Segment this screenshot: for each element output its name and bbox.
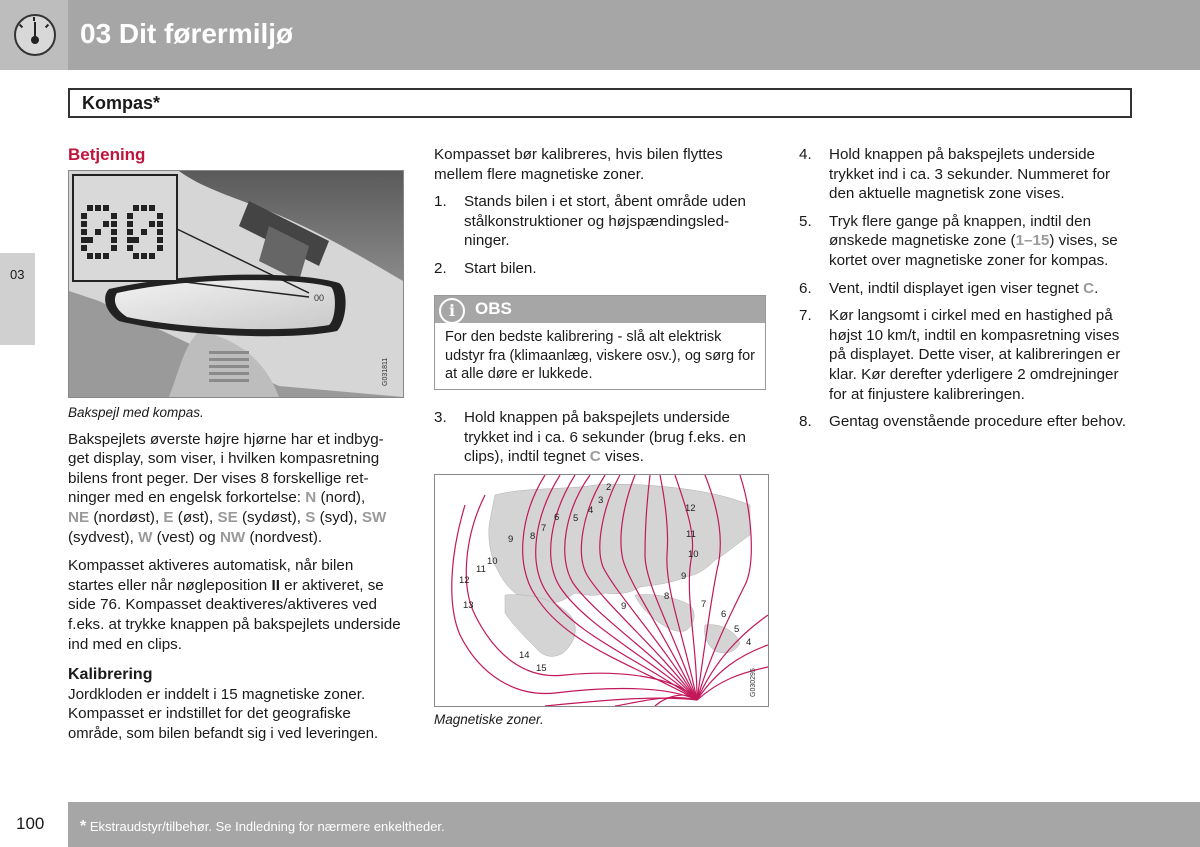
map-caption: Magnetiske zoner. — [434, 712, 544, 727]
magnetic-zones-map — [434, 474, 769, 707]
zone-label: 13 — [463, 600, 474, 611]
step-number: 4. — [799, 146, 812, 163]
mirror-display-text: 00 — [314, 293, 325, 303]
obs-title: OBS — [475, 299, 512, 318]
direction-abbr: NW — [219, 528, 246, 546]
step-text: Hold knappen på bakspejlets underside trykket ind i ca. 3 sekunder. Nummeret for den aktuelle magnetisk zone vises. — [829, 146, 1111, 203]
step-text: vises. — [605, 448, 644, 466]
speedometer-icon — [14, 14, 56, 56]
column-2-step3 — [434, 408, 769, 467]
paragraph-calibration — [68, 685, 403, 745]
direction-desc: (sydøst), — [241, 508, 302, 526]
step-text: ) vises, se kortet over magnetiske zoner for kompas. — [829, 232, 1118, 269]
direction-desc: (sydvest), — [68, 528, 134, 546]
step-text: Start bilen. — [464, 259, 537, 277]
heading-betjening: Betjening — [68, 145, 146, 164]
column-1 — [68, 145, 403, 165]
compass-symbol-c: C — [589, 448, 601, 466]
step-8 — [799, 412, 1134, 432]
zone-label: 9 — [681, 571, 687, 582]
zone-label: 11 — [476, 564, 486, 575]
obs-note — [434, 295, 766, 390]
paragraph-display — [68, 430, 403, 548]
footnote-text: Ekstraudstyr/tilbehør. Se Indledning for nærmere enkeltheder. — [89, 819, 445, 834]
text-line: Jordkloden er inddelt i 15 magnetiske zoner. — [68, 685, 366, 703]
step-text: Tryk flere gange på knappen, indtil den ønskede magnetiske zone ( — [829, 212, 1092, 250]
obs-header — [435, 296, 765, 323]
zone-label: 3 — [598, 495, 604, 506]
map-code: G030295 — [750, 668, 757, 697]
step-number: 6. — [799, 279, 812, 297]
zone-label: 4 — [746, 637, 752, 648]
zone-label: 15 — [536, 663, 547, 674]
zone-label: 12 — [685, 503, 696, 514]
figure-caption: Bakspejl med kompas. — [68, 405, 204, 420]
column-2-caption — [434, 710, 769, 730]
text-line: get display, som viser, i hvilken kompasretning — [68, 450, 380, 468]
step-text: . — [1094, 279, 1099, 297]
direction-abbr: SE — [217, 508, 238, 526]
text-line: Bakspejlets øverste højre hjørne har et indbyg- — [68, 430, 384, 448]
step-1 — [434, 192, 769, 251]
steps-list-3 — [799, 145, 1134, 432]
direction-desc: (nordvest). — [249, 528, 323, 546]
step-4 — [799, 145, 1134, 204]
column-2 — [434, 145, 769, 279]
step-text: Hold knappen på bakspejlets underside trykket ind i ca. 6 sekunder (brug f.eks. en clips), indtil tegnet — [464, 409, 746, 466]
direction-abbr: E — [163, 508, 174, 526]
footnote-star: * — [80, 818, 87, 835]
side-tab-label: 03 — [10, 267, 25, 282]
chapter-title: 03 Dit førermiljø — [80, 18, 294, 49]
key-position: II — [271, 576, 280, 594]
zone-label: 6 — [721, 609, 727, 620]
step-6 — [799, 279, 1134, 299]
steps-list-1 — [434, 192, 769, 278]
obs-body: For den bedste kalibrering - slå alt elektrisk udstyr fra (klimaanlæg, viskere osv.), og sørg for at alle døre er lukkede. — [445, 329, 755, 383]
info-icon: i — [439, 298, 465, 324]
zone-label: 4 — [588, 505, 594, 516]
direction-desc: (vest) og — [156, 528, 216, 546]
direction-desc: (syd), — [319, 508, 358, 526]
text-span: Kompasset aktiveres automatisk, når bilen startes eller når nøgleposition — [68, 557, 354, 594]
zone-label: 10 — [688, 549, 699, 560]
direction-desc: (nord), — [320, 489, 366, 507]
step-5 — [799, 212, 1134, 271]
step-2 — [434, 259, 769, 279]
direction-abbr: S — [305, 508, 316, 526]
compass-symbol-c: C — [1083, 279, 1095, 297]
zone-label: 7 — [701, 599, 707, 610]
step-7 — [799, 306, 1134, 404]
zone-label: 8 — [664, 591, 670, 602]
section-header — [68, 88, 1132, 118]
zone-label: 12 — [459, 575, 470, 586]
step-text: Kør langsomt i cirkel med en hastighed på højst 10 km/t, indtil en kompasretning vises på displayet. Dette viser, at kalibreringen er klar. Kør derefter yderligere 2 omdrejninger for at finjustere kalibreringen. — [829, 307, 1121, 403]
zone-label: 14 — [519, 650, 530, 661]
direction-abbr: NE — [68, 508, 90, 526]
direction-desc: (øst), — [177, 508, 214, 526]
section-title: Kompas* — [82, 93, 161, 113]
step-3 — [434, 408, 769, 467]
header-icon-box — [0, 0, 68, 70]
zone-label: 10 — [487, 556, 498, 567]
zone-label: 2 — [606, 482, 612, 493]
direction-abbr: N — [305, 489, 317, 507]
zone-label: 9 — [508, 534, 514, 545]
zone-label: 5 — [734, 624, 740, 635]
step-number: 7. — [799, 307, 812, 325]
steps-list-2 — [434, 408, 769, 467]
text-span: er aktiveret, se side 76. Kompasset deaktiveres/aktiveres ved f.eks. at trykke knappen på bakspejlets underside ind med en clips. — [68, 576, 401, 653]
direction-abbr: W — [138, 528, 153, 546]
zone-label: 8 — [530, 531, 536, 542]
column-1-text — [68, 403, 403, 745]
mirror-illustration — [69, 171, 403, 397]
zone-label: 9 — [621, 601, 627, 612]
step-number: 8. — [799, 413, 812, 431]
zone-label: 7 — [541, 523, 547, 534]
zone-map-illustration — [435, 475, 768, 706]
mirror-figure — [68, 170, 404, 398]
step-text: Gentag ovenstående procedure efter behov. — [829, 413, 1126, 431]
step-number: 3. — [434, 409, 447, 426]
footer-note — [80, 818, 445, 836]
column-3 — [799, 145, 1134, 432]
text-line: bilens front peger. Der vises 8 forskellige ret- — [68, 469, 369, 487]
step-text: Vent, indtil displayet igen viser tegnet — [829, 279, 1079, 297]
zone-label: 11 — [686, 529, 696, 540]
heading-kalibrering: Kalibrering — [68, 666, 153, 684]
step-text: Stands bilen i et stort, åbent område uden stålkonstruktioner og højspændingsled-ninger. — [464, 193, 746, 250]
calibration-intro: Kompasset bør kalibreres, hvis bilen flyttes mellem flere magnetiske zoner. — [434, 146, 723, 183]
text-line: Kompasset er indstillet for det geografiske — [68, 705, 351, 723]
text-line: ninger med en engelsk forkortelse: — [68, 489, 302, 507]
text-line: område, som bilen befandt sig i ved leveringen. — [68, 725, 379, 742]
step-number: 5. — [799, 212, 812, 230]
zone-range: 1–15 — [1015, 232, 1050, 250]
figure-code: G031811 — [382, 357, 389, 386]
step-number: 2. — [434, 259, 447, 277]
page-number: 100 — [16, 814, 45, 833]
zone-label: 5 — [573, 513, 579, 524]
direction-abbr: SW — [361, 508, 387, 526]
chapter-side-tab — [0, 253, 35, 345]
step-number: 1. — [434, 193, 447, 211]
zone-label: 6 — [554, 512, 560, 523]
paragraph-activation — [68, 556, 403, 654]
direction-desc: (nordøst), — [93, 508, 160, 526]
